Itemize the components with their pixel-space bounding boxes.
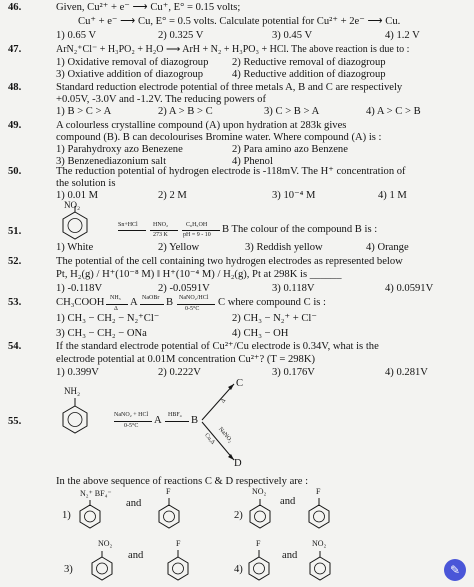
- intermediate-b-label: B: [191, 415, 199, 426]
- question-text: ArN₂⁺Cl⁻ + H₃PO₂ + H₂O ⟶ ArH + N₂ + H₃PO₃ + HCl. The above reaction is due to :: [56, 44, 410, 55]
- option-4[interactable]: 4) Phenol: [232, 156, 273, 167]
- reagent-label: NaNO₂/HCl: [179, 295, 209, 301]
- reaction-arrow: [140, 304, 164, 305]
- benzene-ring-icon: [157, 504, 181, 528]
- benzene-ring-icon: [308, 556, 332, 580]
- question-text: A colourless crystalline compound (A) upon hydration at 283k gives: [56, 120, 347, 131]
- reaction-arrow: [182, 230, 220, 231]
- option-1[interactable]: 1) CH₃ − CH₂ − N₂⁺Cl⁻: [56, 313, 160, 324]
- option-4[interactable]: 4) Reductive addition of diazogroup: [232, 69, 386, 80]
- question-text: In the above sequence of reactions C & D respectively are :: [56, 476, 309, 487]
- reagent-label: C₆H₅OH: [186, 222, 208, 228]
- intermediate-b-label: B: [166, 297, 174, 308]
- option-3[interactable]: 3) 0.45 V: [272, 30, 313, 41]
- question-number: 46.: [8, 2, 22, 13]
- option-4[interactable]: 4) Orange: [366, 242, 409, 253]
- reagent-label: 0-5°C: [185, 306, 200, 312]
- question-text: Standard reduction electrode potential of three metals A, B and C are respectively: [56, 82, 403, 93]
- option-4[interactable]: 4) 0.0591V: [385, 283, 434, 294]
- question-text: If the standard electrode potential of Cu²⁺/Cu electrode is 0.34V, what is the: [56, 341, 379, 352]
- nitro-group-label: NO₂: [98, 539, 113, 548]
- benzene-ring-icon: [307, 504, 331, 528]
- option-2[interactable]: 2) A > B > C: [158, 106, 213, 117]
- option-3[interactable]: 3) C > B > A: [264, 106, 320, 117]
- fluoro-group-label: F: [256, 539, 261, 548]
- option-2[interactable]: 2) 2 M: [158, 190, 187, 201]
- option-2[interactable]: 2) -0.0591V: [158, 283, 210, 294]
- option-1[interactable]: 1) 0.01 M: [56, 190, 99, 201]
- question-text: C where compound C is :: [218, 297, 326, 308]
- product-d-label: D: [234, 458, 242, 469]
- option-4[interactable]: 4) 1.2 V: [385, 30, 420, 41]
- question-text: The reduction potential of hydrogen electrode is -118mV. The H⁺ concentration of: [56, 166, 406, 177]
- diazonium-group-label: N₂⁺ BF₄⁻: [80, 489, 112, 498]
- option-3[interactable]: 3) Reddish yellow: [245, 242, 323, 253]
- reagent-label: pH = 9 - 10: [183, 232, 211, 238]
- reaction-arrow: [106, 304, 128, 305]
- option-1[interactable]: 1) Parahydroxy azo Benezene: [56, 144, 183, 155]
- cell-notation: Pt, H₂(g) / H⁺(10⁻⁸ M) ‖ H⁺(10⁻⁴ M) / H₂(g), Pt at 298K is ______: [56, 269, 342, 280]
- question-number: 55.: [8, 416, 22, 427]
- option-2[interactable]: 2) 0.222V: [158, 367, 201, 378]
- product-c-label: C: [236, 378, 244, 389]
- option-1[interactable]: 1) Oxidative removal of diazogroup: [56, 57, 209, 68]
- reagent-label: NaNO₂ + HCl: [114, 412, 149, 418]
- fluoro-group-label: F: [316, 487, 321, 496]
- reagent-label: HBF₄: [168, 412, 182, 418]
- amino-group-label: NH₂: [64, 386, 81, 396]
- and-label: and: [282, 550, 298, 561]
- option-1[interactable]: 1) 0.399V: [56, 367, 99, 378]
- option-2[interactable]: 2) Yellow: [158, 242, 200, 253]
- question-text: Cu⁺ + e⁻ ⟶ Cu, E° = 0.5 volts. Calculate potential for Cu²⁺ + 2e⁻ ⟶ Cu.: [78, 16, 401, 27]
- option-1[interactable]: 1) 0.65 V: [56, 30, 97, 41]
- reagent-label: Δ: [220, 397, 228, 405]
- option-4[interactable]: 4) A > C > B: [366, 106, 421, 117]
- question-number: 47.: [8, 44, 22, 55]
- question-text: B The colour of the compound B is :: [222, 224, 378, 235]
- option-2[interactable]: 2) CH₃ − N₂⁺ + Cl⁻: [232, 313, 317, 324]
- benzene-ring-icon: [78, 504, 102, 528]
- reagent-label: 0-5°C: [124, 423, 139, 429]
- option-1[interactable]: 1) B > C > A: [56, 106, 112, 117]
- reagent-label: Δ: [114, 306, 118, 312]
- benzene-ring-icon: [166, 556, 190, 580]
- option-4[interactable]: 4) 0.281V: [385, 367, 428, 378]
- question-number: 53.: [8, 297, 22, 308]
- option-3[interactable]: 3) 0.118V: [272, 283, 315, 294]
- reagent-label: HNO₂: [153, 222, 169, 228]
- and-label: and: [128, 550, 144, 561]
- question-text: The potential of the cell containing two hydrogen electrodes as represented below: [56, 256, 403, 267]
- nitro-group-label: NO₂: [312, 539, 327, 548]
- benzene-ring-icon: [247, 556, 271, 580]
- reagent-label: Sn+HCl: [118, 222, 138, 228]
- benzene-ring-icon: [60, 404, 90, 434]
- reactant-label: CH₃COOH: [56, 297, 105, 308]
- option-4[interactable]: 4) CH₃ − OH: [232, 328, 289, 339]
- question-number: 50.: [8, 166, 22, 177]
- nitro-group-label: NO₂: [64, 200, 81, 210]
- fluoro-group-label: F: [166, 487, 171, 496]
- and-label: and: [280, 496, 296, 507]
- option-4[interactable]: 4): [234, 564, 243, 575]
- option-2[interactable]: 2): [234, 510, 243, 521]
- reaction-arrow: [114, 421, 152, 422]
- branch-arrows-icon: [200, 380, 260, 470]
- option-2[interactable]: 2) 0.325 V: [158, 30, 204, 41]
- option-3[interactable]: 3) 10⁻⁴ M: [272, 190, 316, 201]
- question-text: compound (B). B can decolourises Bromine water. Where compound (A) is :: [56, 132, 382, 143]
- pencil-icon[interactable]: ✎: [444, 559, 466, 581]
- intermediate-a-label: A: [154, 415, 162, 426]
- benzene-ring-icon: [60, 210, 90, 240]
- question-text: the solution is: [56, 178, 116, 189]
- reagent-label: 273 K: [153, 232, 168, 238]
- reaction-arrow: [118, 230, 146, 231]
- option-2[interactable]: 2) Para amino azo Benzene: [232, 144, 348, 155]
- question-number: 52.: [8, 256, 22, 267]
- question-number: 48.: [8, 82, 22, 93]
- option-3[interactable]: 3) Oxiative addition of diazogroup: [56, 69, 204, 80]
- reagent-label: Cu,Δ: [203, 432, 216, 446]
- benzene-ring-icon: [248, 504, 272, 528]
- option-3[interactable]: 3) Benzenediazonium salt: [56, 156, 167, 167]
- option-1[interactable]: 1) -0.118V: [56, 283, 103, 294]
- option-1[interactable]: 1): [62, 510, 71, 521]
- reagent-label: NaOBr: [142, 295, 160, 301]
- nitro-group-label: NO₂: [252, 487, 267, 496]
- option-3[interactable]: 3): [64, 564, 73, 575]
- question-text: electrode potential at 0.01M concentration Cu²⁺? (T = 298K): [56, 354, 316, 365]
- question-number: 49.: [8, 120, 22, 131]
- question-text: +0.05V, -3.0V and -1.2V. The reducing powers of: [56, 94, 266, 105]
- reagent-label: NH₃: [110, 295, 121, 301]
- and-label: and: [126, 498, 142, 509]
- reagent-label: NaNO₂: [217, 426, 234, 444]
- fluoro-group-label: F: [176, 539, 181, 548]
- reaction-arrow: [165, 421, 189, 422]
- question-text: Given, Cu²⁺ + e⁻ ⟶ Cu⁺, E° = 0.15 volts;: [56, 2, 241, 13]
- intermediate-a-label: A: [130, 297, 138, 308]
- question-number: 54.: [8, 341, 22, 352]
- option-3[interactable]: 3) CH₃ − CH₂ − ONa: [56, 328, 147, 339]
- option-3[interactable]: 3) 0.176V: [272, 367, 315, 378]
- option-2[interactable]: 2) Reductive removal of diazogroup: [232, 57, 386, 68]
- question-number: 51.: [8, 226, 22, 237]
- reaction-arrow: [177, 304, 215, 305]
- option-4[interactable]: 4) 1 M: [378, 190, 407, 201]
- reaction-arrow: [150, 230, 178, 231]
- benzene-ring-icon: [90, 556, 114, 580]
- option-1[interactable]: 1) White: [56, 242, 94, 253]
